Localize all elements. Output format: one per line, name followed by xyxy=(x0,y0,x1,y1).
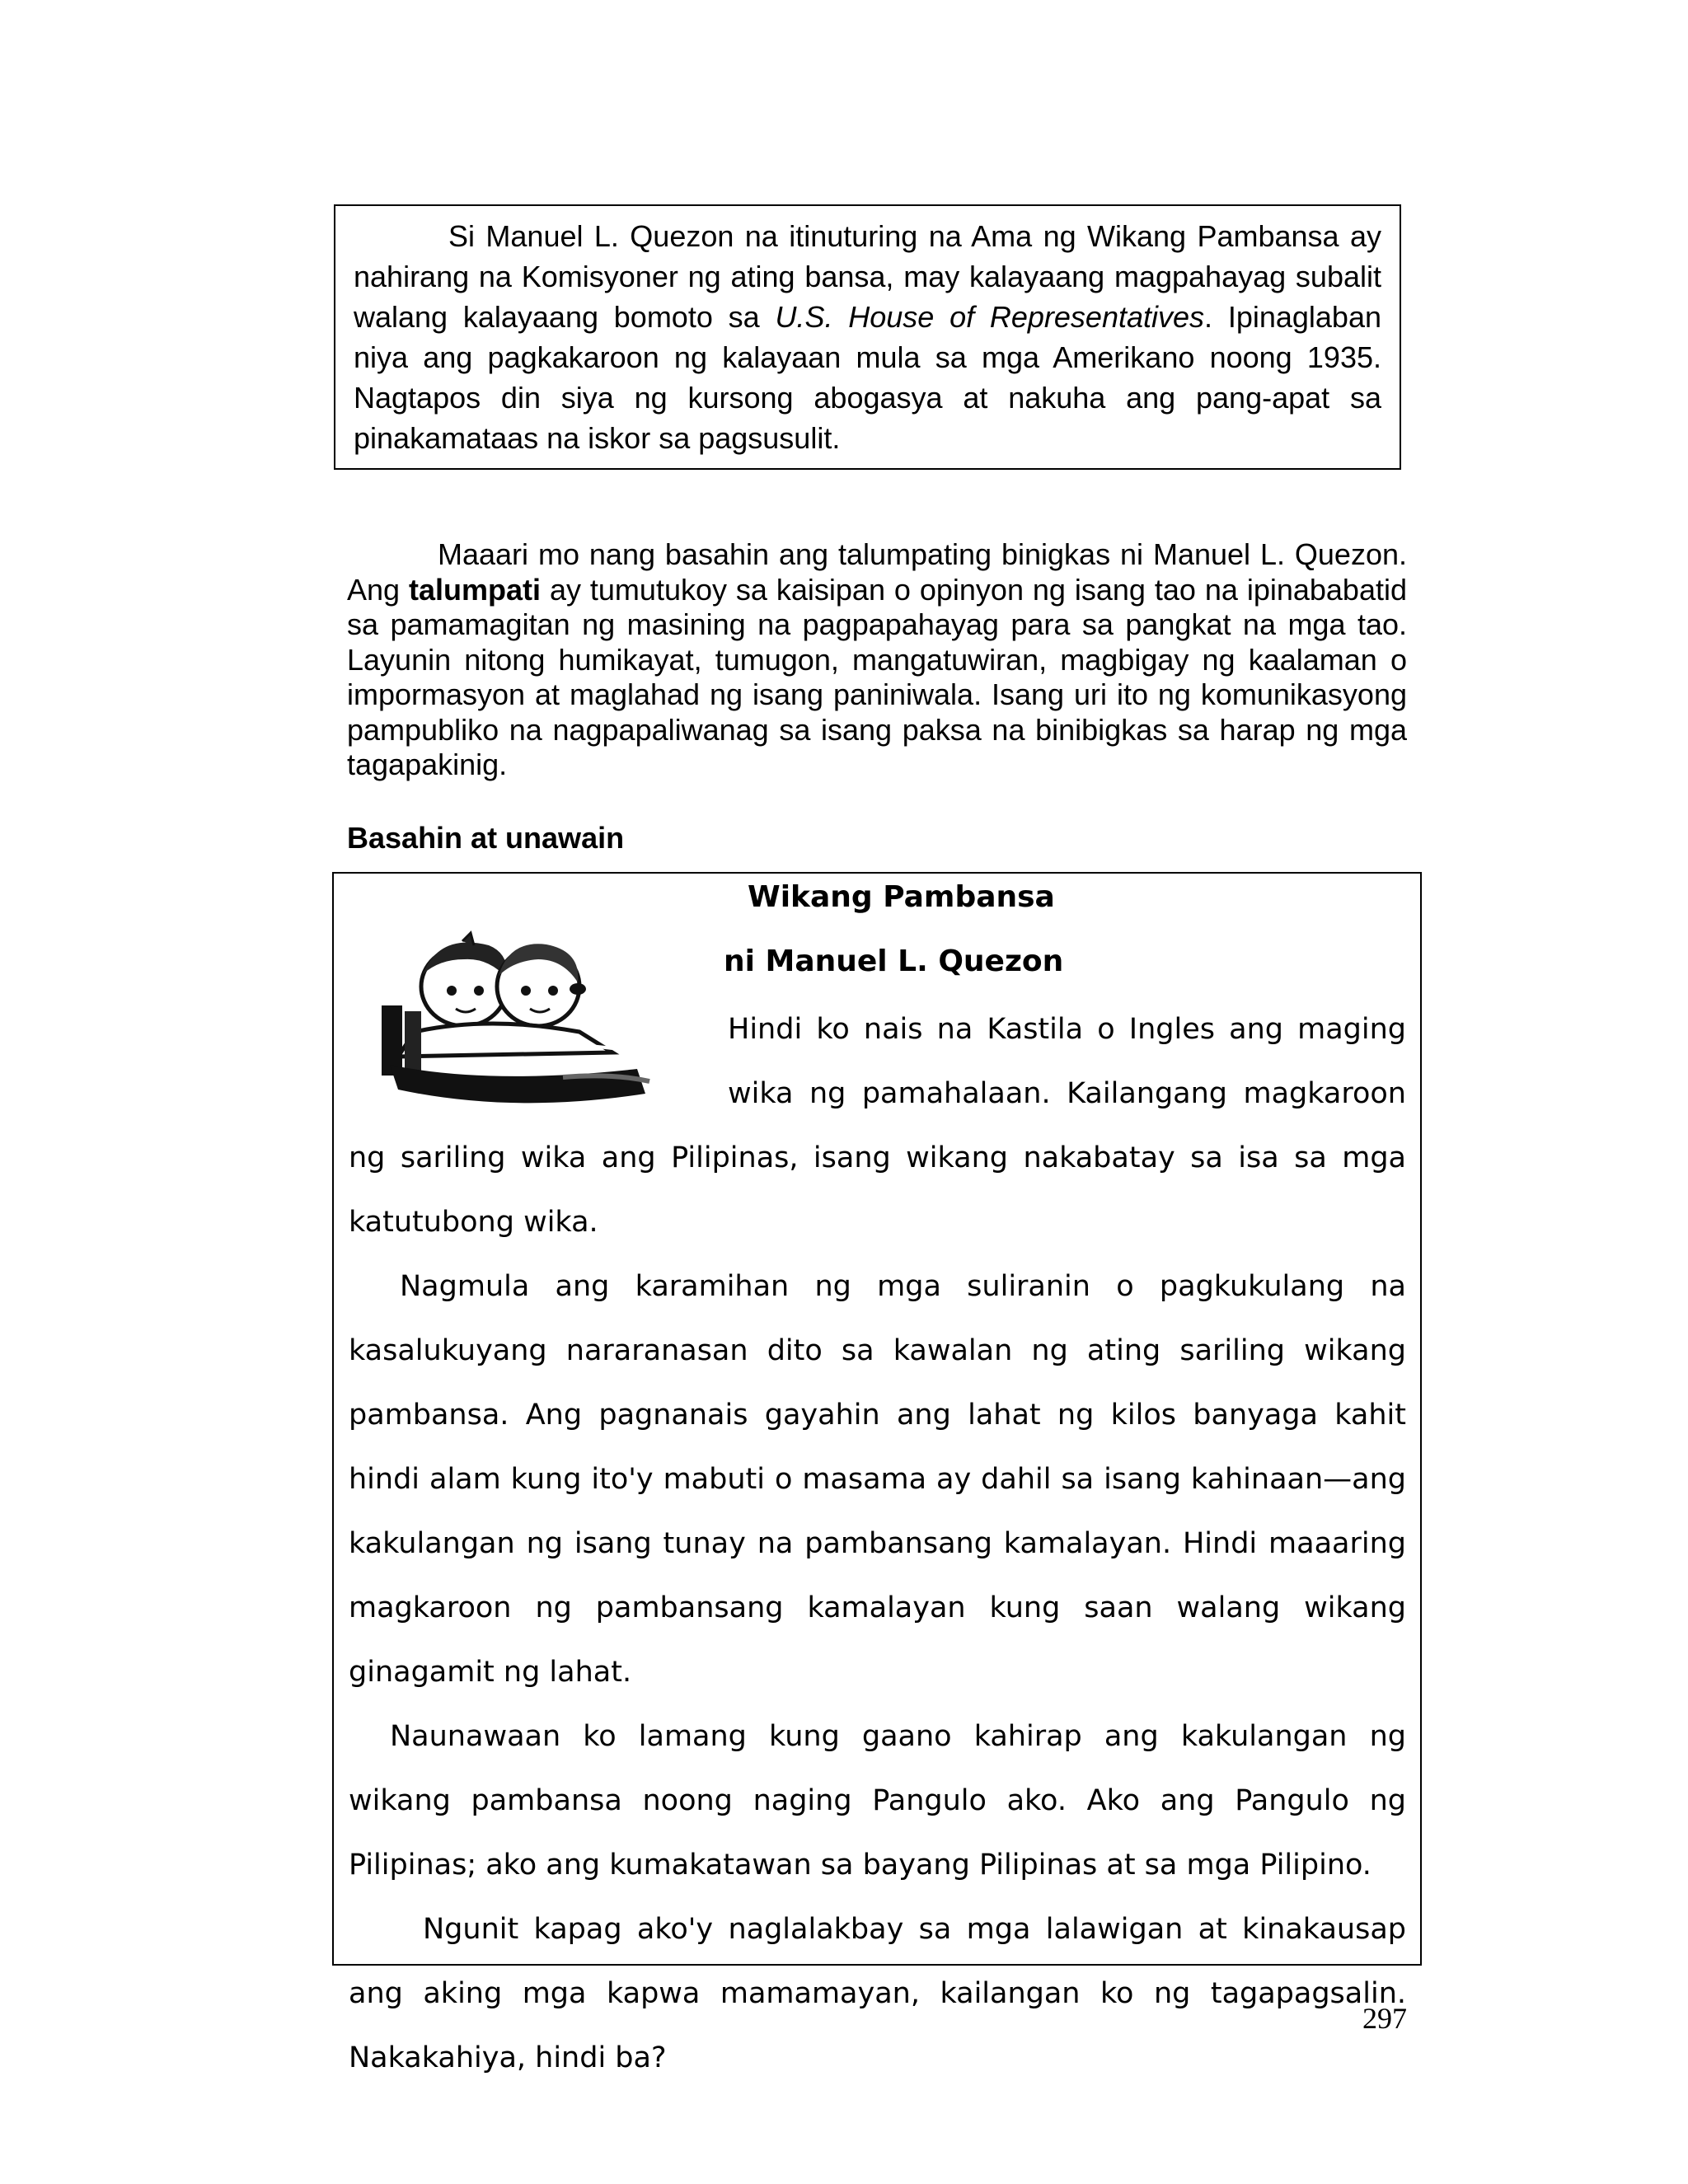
speech-paragraph-1: Hindi ko nais na Kastila o Ingles ang maging wika ng pamahalaan. Kailangang magkaroon ng sariling wika ang Pilipinas, isang wikang nakabatay sa isa sa mga katutubong wika. xyxy=(349,1013,1406,1239)
talumpati-term: talumpati xyxy=(409,572,542,607)
speech-paragraph-2: Nagmula ang karamihan ng mga suliranin o pagkukulang na kasalukuyang nararanasan dito sa kawalan ng ating sariling wikang pambansa. Ang pagnanais gayahin ang lahat ng kilos banyaga kahit hindi alam kung ito'y mabuti o masama ay dahil sa isang kahinaan—ang kakulangan ng isang tunay na pambansang kamalayan. Hindi maaaring magkaroon ng pambansang kamalayan kung saan walang wikang ginagamit ng lahat. xyxy=(349,1270,1406,1689)
intro-paragraph: Maaari mo nang basahin ang talumpating binigkas ni Manuel L. Quezon. Ang talumpati ay tumutukoy sa kaisipan o opinyon ng isang tao na ipinababatid sa pamamagitan ng masining na pagpapahayag para sa pangkat na mga tao. Layunin nitong humikayat, tumugon, mangatuwiran, magbigay ng kaalaman o impormasyon at maglahad ng isang paniniwala. Isang uri ito ng komunikasyong pampubliko na nagpapaliwanag sa isang paksa na binibigkas sa harap ng mga tagapakinig. xyxy=(347,537,1407,781)
speech-author: ni Manuel L. Quezon xyxy=(724,944,1064,978)
speech-paragraph-4: Ngunit kapag ako'y naglalakbay sa mga lalawigan at kinakausap ang aking mga kapwa mamamayan, kailangan ko ng tagapagsalin. Nakakahiya, hindi ba? xyxy=(349,1913,1406,2074)
bio-italic-text: U.S. House of Representatives xyxy=(775,300,1205,334)
bio-paragraph: Si Manuel L. Quezon na itinuturing na Ama ng Wikang Pambansa ay nahirang na Komisyoner ng ating bansa, may kalayaang magpahayag subalit walang kalayaang bomoto sa U.S. House of Representatives. Ipinaglaban niya ang pagkakaroon ng kalayaan mula sa mga Amerikano noong 1935. Nagtapos din siya ng kursong abogasya at nakuha ang pang-apat sa pinakamataas na iskor sa pagsusulit. xyxy=(354,219,1381,455)
bio-box xyxy=(334,204,1401,470)
page-number: 297 xyxy=(1362,2002,1407,2035)
speech-body xyxy=(349,997,1406,2090)
section-heading: Basahin at unawain xyxy=(347,821,625,855)
speech-paragraph-3: Naunawaan ko lamang kung gaano kahirap ang kakulangan ng wikang pambansa noong naging Pangulo ako. Ako ang Pangulo ng Pilipinas; ako ang kumakatawan sa bayang Pilipinas at sa mga Pilipino. xyxy=(349,1720,1406,1882)
speech-title: Wikang Pambansa xyxy=(748,880,1055,914)
